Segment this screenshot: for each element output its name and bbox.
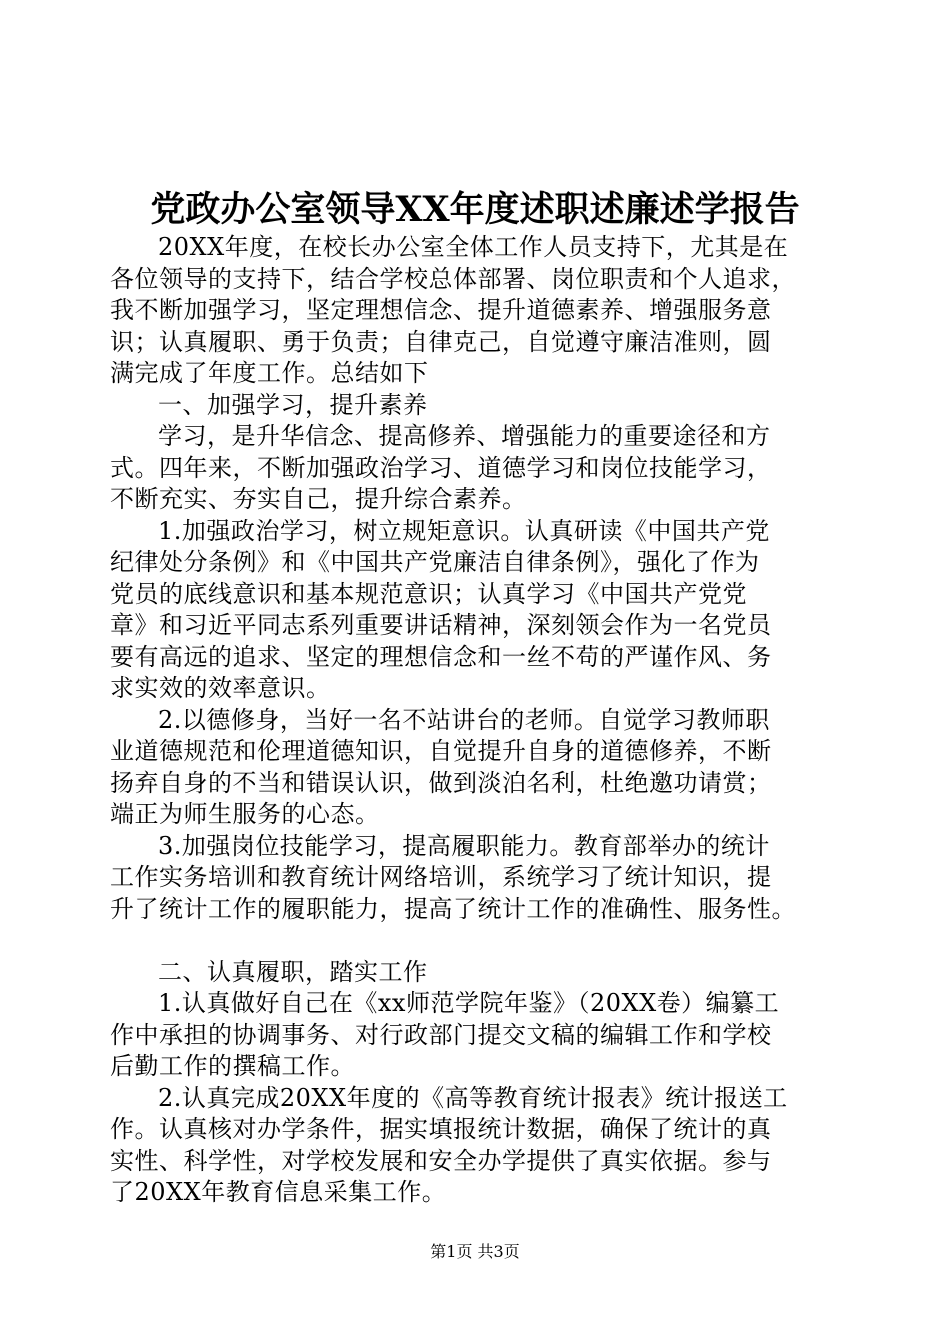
paragraph-line: 升了统计工作的履职能力，提高了统计工作的准确性、服务性。 xyxy=(110,894,796,923)
paragraph-line: 1.认真做好自己在《xx师范学院年鉴》（20XX卷）编纂工 xyxy=(158,989,780,1017)
paragraph-line: 不断充实、夯实自己，提升综合素养。 xyxy=(110,485,527,513)
paragraph-line: 2.认真完成20XX年度的《高等教育统计报表》统计报送工 xyxy=(158,1083,788,1112)
paragraph-line: 纪律处分条例》和《中国共产党廉洁自律条例》，强化了作为 xyxy=(110,548,760,576)
paragraph-line: 工作实务培训和教育统计网络培训，系统学习了统计知识，提 xyxy=(110,863,772,891)
paragraph-line: 作。认真核对办学条件，据实填报统计数据，确保了统计的真 xyxy=(110,1115,772,1143)
paragraph-line: 满完成了年度工作。总结如下 xyxy=(110,359,429,387)
paragraph-line: 端正为师生服务的心态。 xyxy=(110,800,380,828)
paragraph-line: 章》和习近平同志系列重要讲话精神，深刻领会作为一名党员 xyxy=(110,611,772,639)
paragraph-line: 2.以德修身，当好一名不站讲台的老师。自觉学习教师职 xyxy=(158,705,770,734)
paragraph-line: 式。四年来，不断加强政治学习、道德学习和岗位技能学习， xyxy=(110,453,772,482)
paragraph-line: 20XX年度，在校长办公室全体工作人员支持下，尤其是在 xyxy=(158,233,789,261)
paragraph-line: 各位领导的支持下，结合学校总体部署、岗位职责和个人追求， xyxy=(110,264,796,293)
paragraph-line: 了20XX年教育信息采集工作。 xyxy=(110,1178,447,1206)
paragraph-line: 1.加强政治学习，树立规矩意识。认真研读《中国共产党 xyxy=(158,516,770,545)
paragraph-line: 求实效的效率意识。 xyxy=(110,674,331,702)
paragraph-line: 要有高远的追求、坚定的理想信念和一丝不苟的严谨作风、务 xyxy=(110,642,772,671)
paragraph-line: 学习，是升华信念、提高修养、增强能力的重要途径和方 xyxy=(158,422,771,450)
paragraph-line: 我不断加强学习，坚定理想信念、提升道德素养、增强服务意 xyxy=(110,296,772,324)
paragraph-line: 扬弃自身的不当和错误认识，做到淡泊名利，杜绝邀功请赏； xyxy=(110,768,772,797)
document-body xyxy=(110,232,850,1209)
paragraph-line: 业道德规范和伦理道德知识，自觉提升自身的道德修养，不断 xyxy=(110,737,772,765)
page-footer: 第1页 共3页 xyxy=(430,1242,520,1261)
paragraph-line: 党员的底线意识和基本规范意识；认真学习《中国共产党党 xyxy=(110,579,747,608)
paragraph-line: 识；认真履职、勇于负责；自律克己，自觉遵守廉洁准则，圆 xyxy=(110,327,772,356)
blank-line xyxy=(110,925,850,957)
paragraph-line: 实性、科学性，对学校发展和安全办学提供了真实依据。参与 xyxy=(110,1146,772,1175)
paragraph-line: 3.加强岗位技能学习，提高履职能力。教育部举办的统计 xyxy=(158,831,770,860)
section-heading: 一、加强学习，提升素养 xyxy=(158,390,428,419)
document-title: 党政办公室领导XX年度述职述廉述学报告 xyxy=(150,189,800,230)
paragraph-line: 作中承担的协调事务、对行政部门提交文稿的编辑工作和学校 xyxy=(110,1020,772,1049)
section-heading: 二、认真履职，踏实工作 xyxy=(158,957,428,986)
paragraph-line: 后勤工作的撰稿工作。 xyxy=(110,1052,355,1080)
